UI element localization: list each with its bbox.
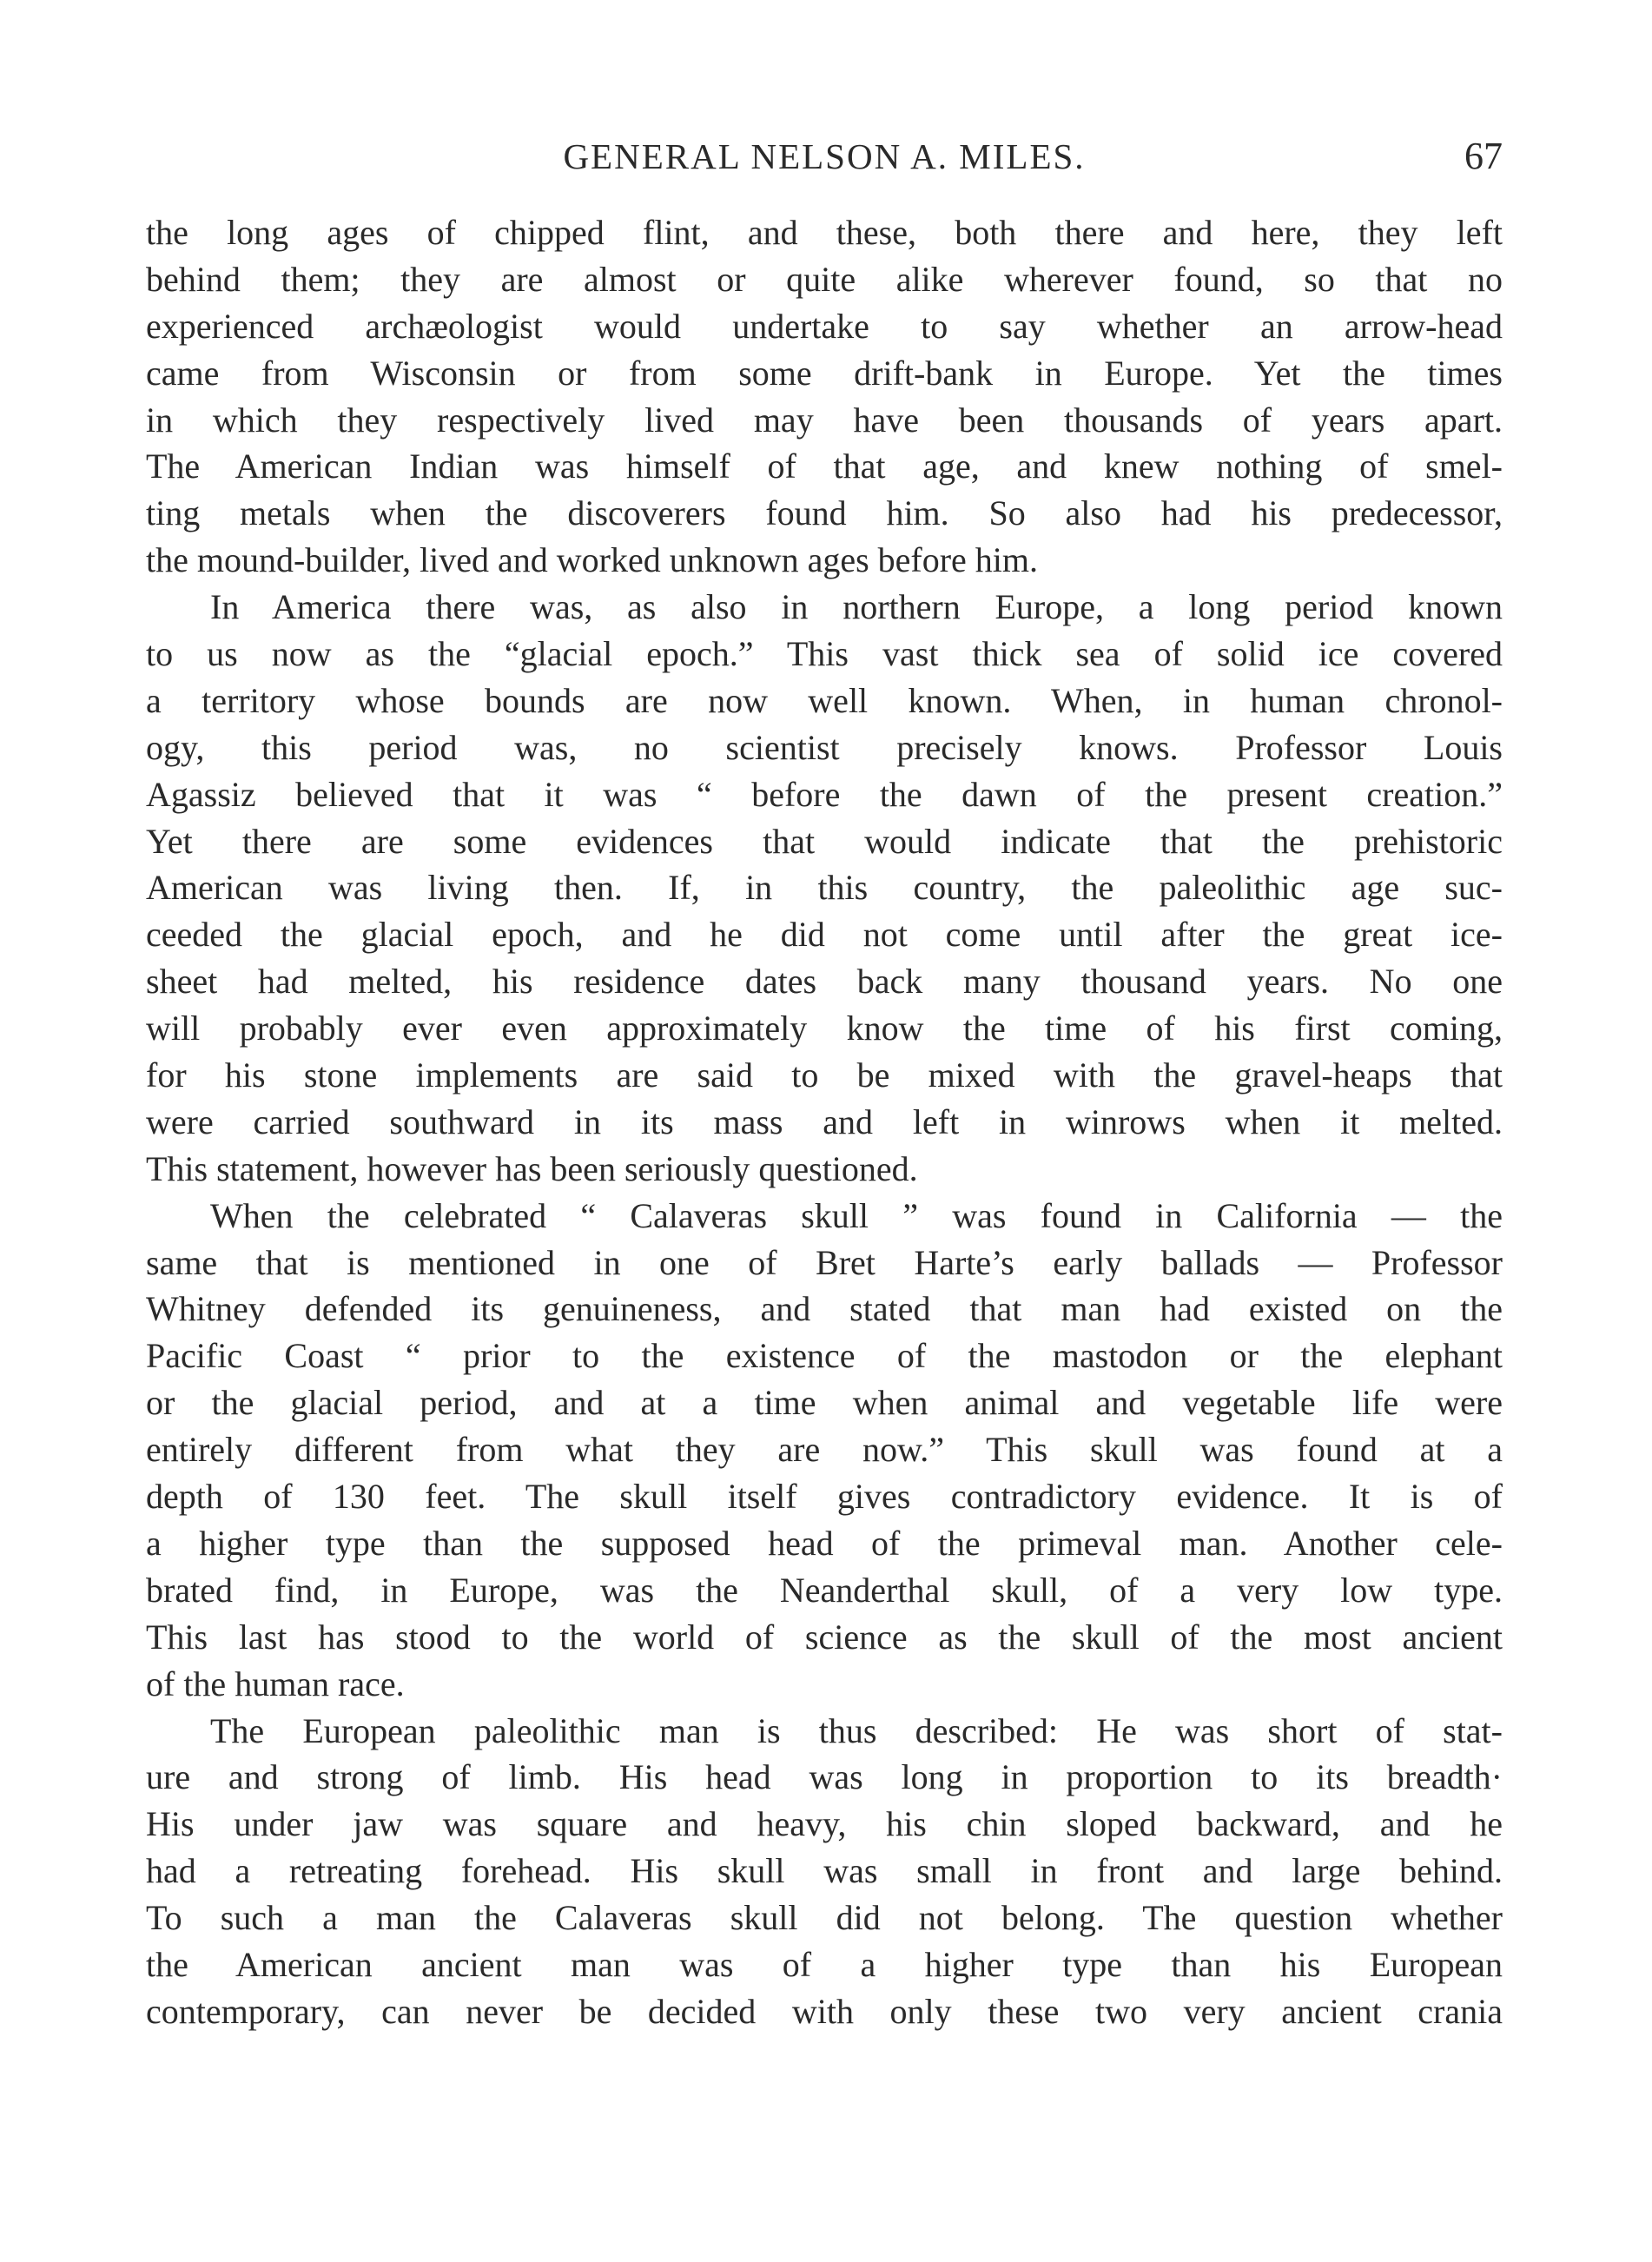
text-line: Pacific Coast “ prior to the existence of the mastodon or the elephant xyxy=(146,1336,1503,1376)
text-line: of the human race. xyxy=(146,1663,405,1703)
text-line: or the glacial period, and at a time when animal and vegetable life were xyxy=(146,1383,1503,1423)
text-line: ceeded the glacial epoch, and he did not come until after the great ice- xyxy=(146,915,1503,955)
paragraph-3 xyxy=(146,1193,1503,1708)
text-line: contemporary, can never be decided with only these two very ancient crania xyxy=(146,1991,1503,2031)
text-line: ure and strong of limb. His head was long in proportion to its breadth· xyxy=(146,1757,1503,1797)
text-line: The European paleolithic man is thus described: He was short of stat- xyxy=(210,1710,1503,1750)
text-line: the long ages of chipped flint, and these, both there and here, they left xyxy=(146,213,1503,252)
text-line: a higher type than the supposed head of the primeval man. Another cele- xyxy=(146,1523,1503,1563)
text-line: for his stone implements are said to be mixed with the gravel-heaps that xyxy=(146,1055,1503,1095)
text-line: depth of 130 feet. The skull itself gives contradictory evidence. It is of xyxy=(146,1477,1503,1517)
text-line: in which they respectively lived may have been thousands of years apart. xyxy=(146,400,1503,440)
text-line: were carried southward in its mass and left in winrows when it melted. xyxy=(146,1101,1503,1141)
text-line: will probably ever even approximately know the time of his first coming, xyxy=(146,1009,1503,1048)
text-line: same that is mentioned in one of Bret Harte’s early ballads — Professor xyxy=(146,1242,1503,1282)
paragraph-2 xyxy=(146,584,1503,1193)
page-number: 67 xyxy=(1464,135,1503,177)
text-line: Agassiz believed that it was “ before the dawn of the present creation.” xyxy=(146,774,1503,814)
text-line: When the celebrated “ Calaveras skull ” was found in California — the xyxy=(210,1195,1503,1235)
text-line: This last has stood to the world of science as the skull of the most ancient xyxy=(146,1617,1503,1657)
text-line: To such a man the Calaveras skull did not belong. The question whether xyxy=(146,1898,1503,1938)
text-line: His under jaw was square and heavy, his chin sloped backward, and he xyxy=(146,1804,1503,1844)
text-line: had a retreating forehead. His skull was small in front and large behind. xyxy=(146,1851,1503,1891)
text-line: ogy, this period was, no scientist precisely knows. Professor Louis xyxy=(146,727,1503,767)
text-line: entirely different from what they are now.” This skull was found at a xyxy=(146,1430,1503,1470)
paragraph-4 xyxy=(146,1708,1503,2035)
text-line: This statement, however has been seriously questioned. xyxy=(146,1148,918,1188)
text-line: The American Indian was himself of that age, and knew nothing of smel- xyxy=(146,446,1503,486)
text-line: the American ancient man was of a higher type than his European xyxy=(146,1944,1503,1984)
text-line: American was living then. If, in this country, the paleolithic age suc- xyxy=(146,868,1503,908)
body-text xyxy=(146,209,1503,2035)
running-head xyxy=(146,130,1503,182)
text-line: Whitney defended its genuineness, and stated that man had existed on the xyxy=(146,1289,1503,1329)
text-line: a territory whose bounds are now well known. When, in human chronol- xyxy=(146,680,1503,720)
text-line: experienced archæologist would undertake to say whether an arrow-head xyxy=(146,306,1503,346)
text-line: Yet there are some evidences that would indicate that the prehistoric xyxy=(146,821,1503,861)
text-line: sheet had melted, his residence dates back many thousand years. No one xyxy=(146,962,1503,1002)
text-line: In America there was, as also in northern Europe, a long period known xyxy=(210,587,1503,627)
text-line: the mound-builder, lived and worked unknown ages before him. xyxy=(146,540,1039,580)
running-title: GENERAL NELSON A. MILES. xyxy=(563,136,1086,176)
text-line: behind them; they are almost or quite alike wherever found, so that no xyxy=(146,259,1503,299)
text-line: ting metals when the discoverers found him. So also had his predecessor, xyxy=(146,493,1503,533)
text-line: brated find, in Europe, was the Neanderthal skull, of a very low type. xyxy=(146,1570,1503,1610)
text-line: came from Wisconsin or from some drift-bank in Europe. Yet the times xyxy=(146,353,1503,393)
text-line: to us now as the “glacial epoch.” This vast thick sea of solid ice covered xyxy=(146,634,1503,674)
paragraph-1 xyxy=(146,209,1503,584)
